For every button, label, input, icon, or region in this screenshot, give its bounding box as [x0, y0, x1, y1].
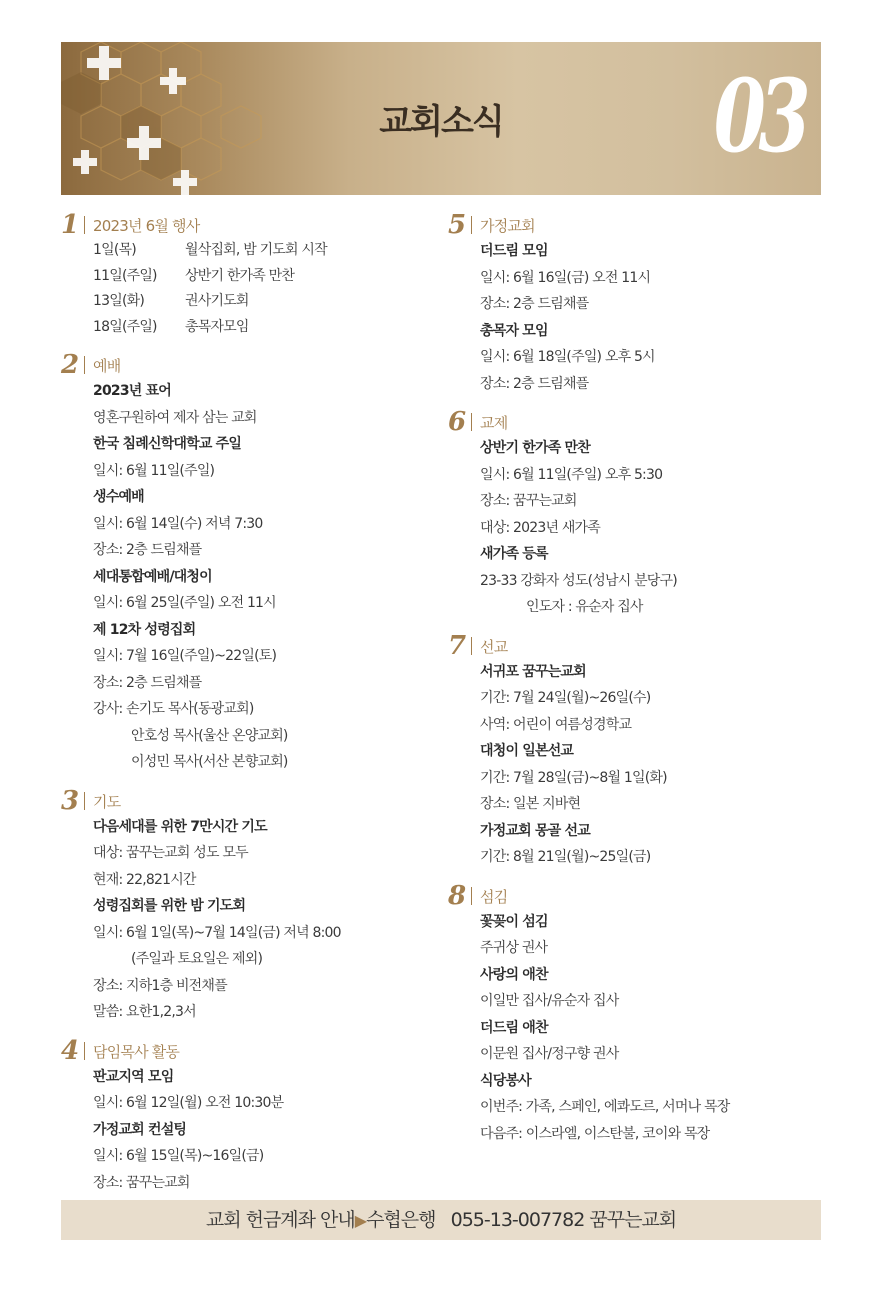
detail-line: 장소: 2층 드림채플	[480, 375, 589, 392]
section-4	[61, 1035, 441, 1197]
section-title: 예배	[93, 357, 121, 375]
detail-line-indented: (주일과 토요일은 제외)	[131, 951, 263, 967]
section-divider	[471, 413, 472, 431]
detail-line: 장소: 2층 드림채플	[93, 542, 202, 558]
item-heading: 상반기 한가족 만찬	[480, 440, 590, 456]
section-header	[61, 785, 441, 816]
page-title: 교회소식	[379, 102, 503, 142]
detail-line-indented: 이성민 목사(서산 본향교회)	[131, 754, 288, 770]
detail-line: 기간: 7월 24일(월)~26일(수)	[480, 690, 651, 706]
section-header	[448, 212, 828, 238]
section-divider	[84, 356, 85, 374]
section-number: 4	[61, 1035, 80, 1066]
event-row	[93, 238, 441, 264]
detail-line: 장소: 2층 드림채플	[93, 674, 202, 691]
detail-line: 사역: 어린이 여름성경학교	[480, 716, 632, 733]
section-5	[448, 212, 828, 397]
section-header	[448, 409, 828, 435]
detail-line: 장소: 2층 드림채플	[480, 296, 589, 312]
section-header	[61, 1035, 441, 1066]
section-title: 선교	[480, 637, 508, 656]
section-body	[448, 435, 828, 621]
section-header	[448, 630, 828, 661]
section-title: 기도	[93, 792, 121, 811]
event-row	[93, 315, 441, 341]
item-heading: 가정교회 몽골 선교	[480, 822, 590, 839]
offering-account-footer	[61, 1200, 821, 1240]
account-number: 055-13-007782	[450, 1209, 585, 1231]
section-body	[61, 378, 441, 776]
detail-line: 장소: 일본 지바현	[480, 796, 581, 812]
item-heading: 제 12차 성령집회	[93, 621, 196, 638]
item-heading: 식당봉사	[480, 1072, 531, 1089]
detail-line: 일시: 6월 16일(금) 오전 11시	[480, 269, 651, 286]
section-header	[448, 880, 828, 911]
section-number: 1	[61, 210, 80, 240]
item-heading: 한국 침례신학대학교 주일	[93, 436, 242, 452]
item-heading: 총목자 모임	[480, 322, 548, 339]
section-body	[61, 814, 441, 1026]
detail-line: 이일만 집사/유순자 집사	[480, 993, 619, 1009]
item-heading: 대청이 일본선교	[480, 743, 574, 759]
header-banner	[61, 42, 821, 195]
detail-line: 일시: 6월 12일(월) 오전 10:30분	[93, 1095, 284, 1111]
detail-line: 대상: 꿈꾸는교회 성도 모두	[93, 845, 248, 861]
event-name: 상반기 한가족 만찬	[185, 267, 295, 284]
item-heading: 서귀포 꿈꾸는교회	[480, 663, 586, 680]
section-divider	[84, 1042, 85, 1060]
section-title: 2023년 6월 행사	[93, 217, 200, 235]
item-heading: 사랑의 애찬	[480, 966, 548, 983]
section-6	[448, 409, 828, 621]
item-heading: 가정교회 컨설팅	[93, 1121, 187, 1138]
detail-line: 일시: 6월 25일(주일) 오전 11시	[93, 595, 276, 611]
detail-line-indented: 인도자 : 유순자 집사	[526, 599, 643, 615]
right-column	[448, 212, 828, 1159]
detail-line: 현재: 22,821시간	[93, 871, 196, 888]
event-date: 1일(목)	[93, 242, 136, 258]
section-3	[61, 785, 441, 1026]
detail-line: 23-33 강화자 성도(성남시 분당구)	[480, 572, 677, 589]
event-name: 총목자모임	[185, 318, 249, 335]
section-2	[61, 352, 441, 776]
section-header	[61, 212, 441, 238]
section-body	[61, 1064, 441, 1197]
section-header	[61, 352, 441, 378]
detail-line: 일시: 6월 15일(목)~16일(금)	[93, 1148, 264, 1164]
section-title: 담임목사 활동	[93, 1042, 180, 1061]
section-divider	[471, 637, 472, 655]
item-heading: 성령집회를 위한 밤 기도회	[93, 898, 246, 914]
item-heading: 새가족 등록	[480, 546, 548, 562]
event-row	[93, 264, 441, 290]
detail-line: 장소: 꿈꾸는교회	[93, 1174, 190, 1191]
item-heading: 세대통합예배/대청이	[93, 568, 212, 585]
detail-line: 일시: 6월 18일(주일) 오후 5시	[480, 349, 655, 365]
section-8	[448, 880, 828, 1148]
item-heading: 2023년 표어	[93, 383, 172, 399]
detail-line: 기간: 7월 28일(금)~8월 1일(화)	[480, 769, 667, 786]
section-divider	[84, 216, 85, 234]
section-body	[448, 909, 828, 1148]
section-number: 6	[448, 407, 467, 437]
detail-line: 일시: 6월 11일(주일) 오후 5:30	[480, 466, 663, 483]
section-7	[448, 630, 828, 871]
event-date: 11일(주일)	[93, 267, 157, 284]
section-title: 섬김	[480, 887, 508, 906]
section-number: 8	[448, 880, 467, 911]
footer-label: 교회 헌금계좌 안내	[205, 1209, 355, 1231]
detail-line: 기간: 8월 21일(월)~25일(금)	[480, 849, 651, 865]
detail-line: 말씀: 요한1,2,3서	[93, 1004, 196, 1020]
section-1	[61, 212, 441, 340]
section-number: 2	[61, 350, 80, 380]
item-heading: 더드림 모임	[480, 243, 548, 259]
item-heading: 다음세대를 위한 7만시간 기도	[93, 818, 267, 835]
left-column	[61, 212, 441, 1208]
event-name: 월삭집회, 밤 기도회 시작	[185, 242, 327, 258]
detail-line: 장소: 지하1층 비전채플	[93, 977, 227, 994]
item-heading: 생수예배	[93, 489, 144, 505]
section-number: 3	[61, 785, 80, 816]
event-date: 18일(주일)	[93, 318, 157, 335]
event-row	[93, 289, 441, 315]
detail-line: 이문원 집사/정구향 권사	[480, 1046, 619, 1062]
section-body	[448, 659, 828, 871]
detail-line: 다음주: 이스라엘, 이스탄불, 코이와 목장	[480, 1125, 710, 1142]
item-heading: 더드림 애찬	[480, 1019, 548, 1036]
detail-line: 일시: 6월 11일(주일)	[93, 462, 215, 479]
event-date: 13일(화)	[93, 293, 144, 309]
section-number: 5	[448, 210, 467, 240]
arrow-right-icon: ▶	[354, 1211, 367, 1230]
section-body	[448, 238, 828, 397]
detail-line: 장소: 꿈꾸는교회	[480, 493, 577, 509]
section-divider	[84, 792, 85, 810]
account-holder: 꿈꾸는교회	[589, 1209, 677, 1231]
issue-number: 03	[713, 57, 803, 175]
detail-line: 일시: 6월 1일(목)~7월 14일(금) 저녁 8:00	[93, 924, 341, 941]
event-name: 권사기도회	[185, 293, 249, 309]
detail-line: 영혼구원하여 제자 삼는 교회	[93, 409, 257, 426]
detail-line: 일시: 7월 16일(주일)~22일(토)	[93, 648, 277, 664]
item-heading: 판교지역 모임	[93, 1068, 174, 1085]
detail-line: 대상: 2023년 새가족	[480, 519, 600, 536]
section-number: 7	[448, 630, 467, 661]
section-divider	[471, 216, 472, 234]
bank-name: 수협은행	[366, 1209, 436, 1231]
detail-line: 일시: 6월 14일(수) 저녁 7:30	[93, 515, 263, 532]
section-title: 가정교회	[480, 217, 535, 235]
section-divider	[471, 887, 472, 905]
detail-line-indented: 안호성 목사(울산 온양교회)	[131, 727, 288, 744]
detail-line: 주귀상 권사	[480, 940, 548, 956]
detail-line: 이번주: 가족, 스페인, 에콰도르, 서머나 목장	[480, 1099, 730, 1115]
section-title: 교제	[480, 414, 508, 432]
detail-line: 강사: 손기도 목사(동광교회)	[93, 701, 254, 717]
section-body	[61, 238, 441, 340]
item-heading: 꽃꽂이 섬김	[480, 913, 548, 930]
